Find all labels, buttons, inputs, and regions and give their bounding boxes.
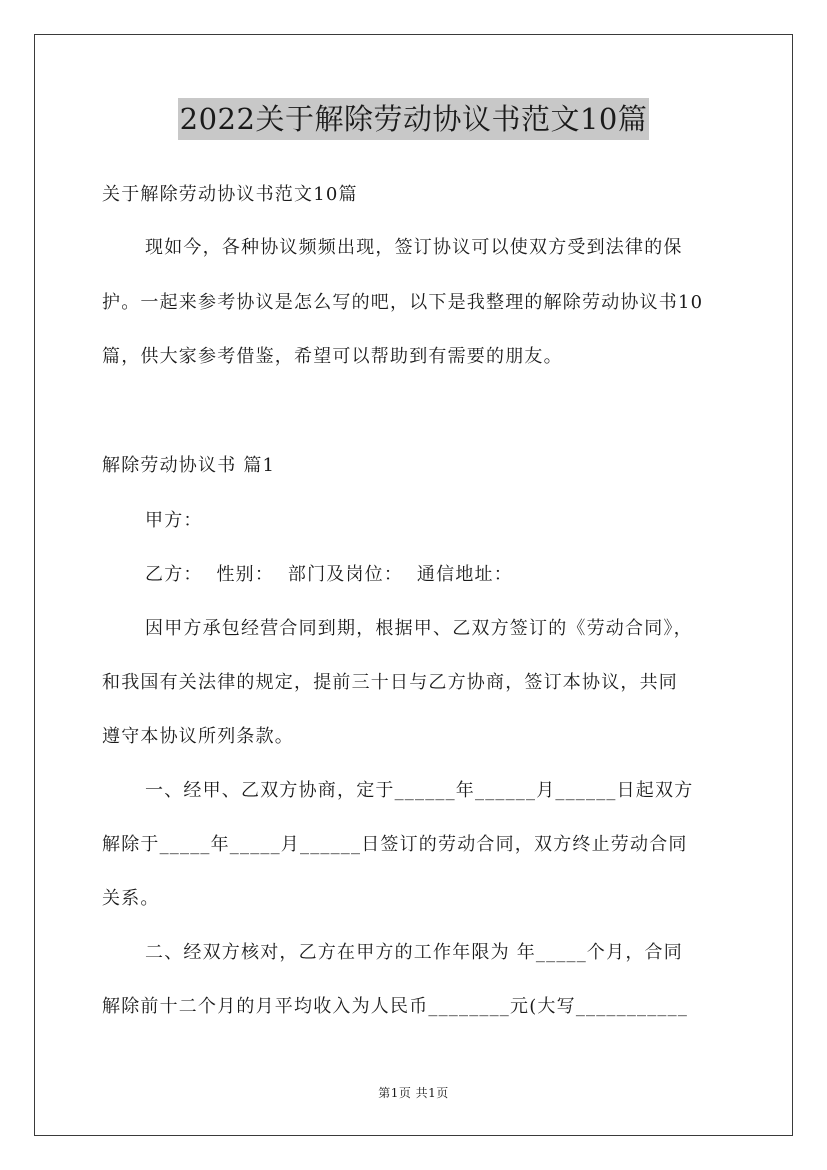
party-b-line: 乙方： 性别： 部门及岗位： 通信地址： <box>145 564 513 585</box>
body-line: 遵守本协议所列条款。 <box>102 726 294 747</box>
section-heading: 解除劳动协议书 篇1 <box>102 455 276 476</box>
body-line: 一、经甲、乙双方协商，定于______年______月______日起双方 <box>145 780 694 801</box>
document-title: 2022关于解除劳动协议书范文10篇 <box>178 98 650 140</box>
intro-line: 护。一起来参考协议是怎么写的吧，以下是我整理的解除劳动协议书10 <box>102 292 704 313</box>
body-line: 关系。 <box>102 888 160 909</box>
body-line: 二、经双方核对，乙方在甲方的工作年限为 年_____个月，合同 <box>145 942 683 963</box>
body-line: 解除前十二个月的月平均收入为人民币________元(大写___________ <box>102 996 689 1017</box>
intro-line: 现如今，各种协议频频出现，签订协议可以使双方受到法律的保 <box>145 237 683 258</box>
document-subtitle: 关于解除劳动协议书范文10篇 <box>102 184 358 205</box>
body-line: 解除于_____年_____月______日签订的劳动合同，双方终止劳动合同 <box>102 834 688 855</box>
page-footer: 第1页 共1页 <box>378 1086 449 1100</box>
party-a-line: 甲方： <box>145 510 203 531</box>
intro-line: 篇，供大家参考借鉴，希望可以帮助到有需要的朋友。 <box>102 346 563 367</box>
body-line: 因甲方承包经营合同到期，根据甲、乙双方签订的《劳动合同》， <box>145 618 693 639</box>
body-line: 和我国有关法律的规定，提前三十日与乙方协商，签订本协议，共同 <box>102 672 678 693</box>
title-container <box>0 98 827 140</box>
